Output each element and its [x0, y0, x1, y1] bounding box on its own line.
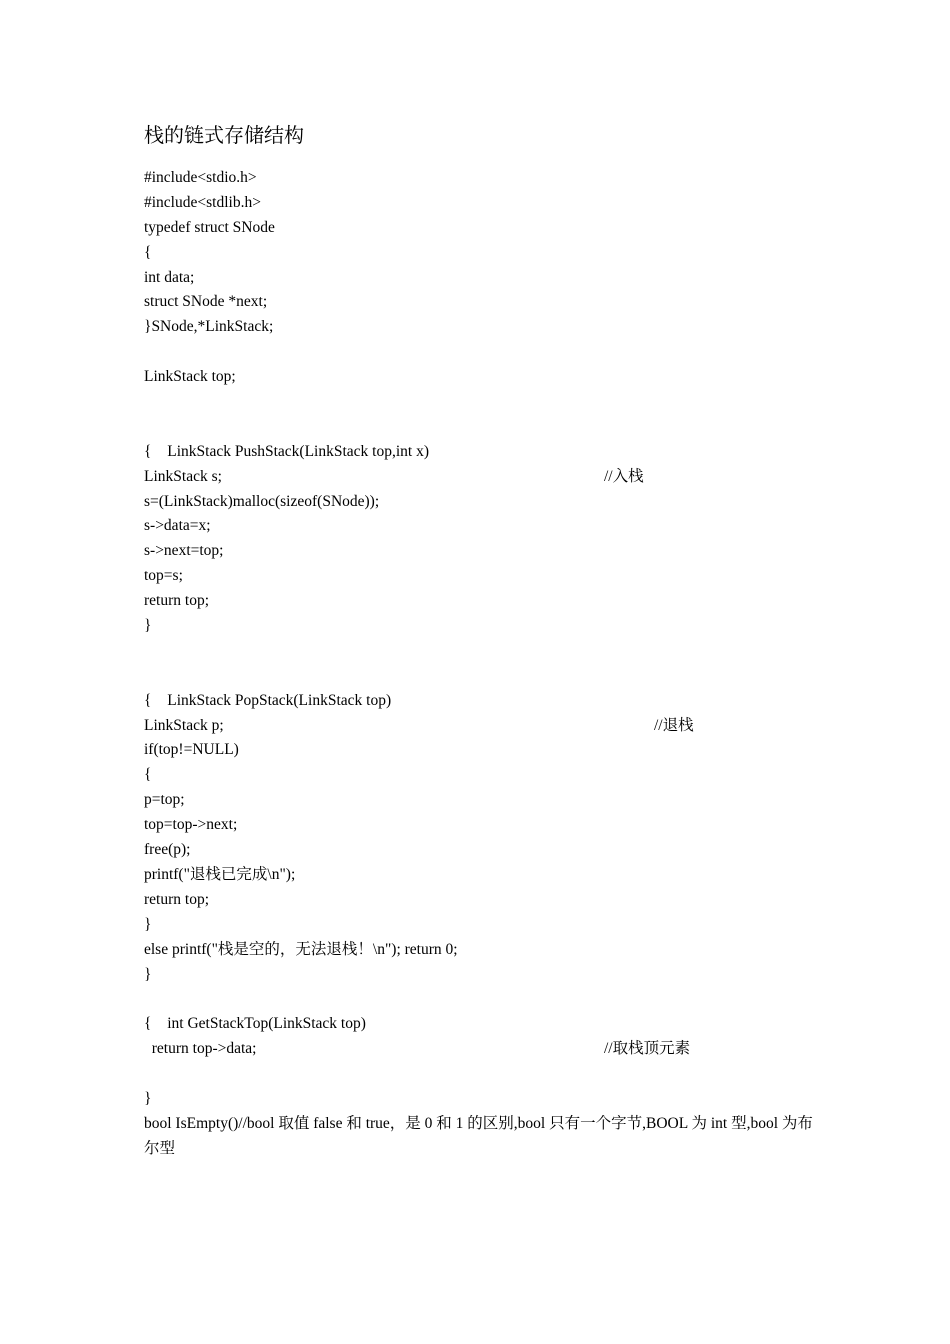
code-line: s=(LinkStack)malloc(sizeof(SNode));: [144, 492, 380, 510]
code-comment-push: //入栈: [604, 467, 644, 485]
code-text: LinkStack PopStack(LinkStack top): [167, 691, 392, 709]
code-line: [144, 390, 824, 415]
code-line: {: [144, 766, 152, 784]
code-line: int data;: [144, 268, 195, 286]
document-title: 栈的链式存储结构: [144, 123, 304, 147]
code-line: s->next=top;: [144, 542, 224, 560]
code-line: {: [144, 243, 152, 261]
code-line: }: [144, 965, 152, 983]
code-line: {: [144, 691, 152, 709]
code-line: [144, 340, 824, 365]
code-line: return top->data;: [144, 1040, 257, 1058]
code-line: if(top!=NULL): [144, 741, 239, 759]
code-line: }: [144, 1089, 152, 1107]
code-line: #include<stdio.h>: [144, 169, 257, 186]
code-comment-pop: //退栈: [654, 716, 694, 734]
code-line: top=top->next;: [144, 816, 238, 834]
code-line: s->data=x;: [144, 517, 211, 535]
code-line: {: [144, 442, 152, 460]
code-line: typedef struct SNode: [144, 218, 275, 236]
code-line: return top;: [144, 890, 209, 908]
code-line: return top;: [144, 592, 209, 610]
code-line: free(p);: [144, 841, 191, 859]
code-line: }: [144, 617, 152, 635]
code-line: [144, 1062, 824, 1087]
code-line-isempty: bool IsEmpty()//bool 取值 false 和 true，是 0 和 1 的区别,bool 只有一个字节,BOOL 为 int 型,bool 为布尔型: [144, 1114, 813, 1157]
code-text: int GetStackTop(LinkStack top): [167, 1015, 366, 1033]
code-line: LinkStack p;: [144, 716, 224, 734]
code-line: [144, 639, 824, 664]
code-line: p=top;: [144, 791, 185, 809]
code-line-pop-signature: [144, 664, 824, 734]
code-line: {: [144, 1015, 152, 1033]
code-line: top=s;: [144, 567, 183, 585]
code-line: printf("退栈已完成\n");: [144, 865, 296, 883]
code-line: LinkStack top;: [144, 368, 236, 386]
code-line: }SNode,*LinkStack;: [144, 318, 274, 336]
code-text: LinkStack PushStack(LinkStack top,int x): [167, 442, 430, 460]
code-line: struct SNode *next;: [144, 293, 268, 311]
code-line: else printf("栈是空的，无法退栈！\n"); return 0;: [144, 940, 458, 958]
code-line: #include<stdlib.h>: [144, 193, 261, 211]
code-block: [144, 166, 824, 1162]
code-line: }: [144, 915, 152, 933]
code-comment-gettop: //取栈顶元素: [604, 1040, 691, 1058]
code-line: LinkStack s;: [144, 467, 222, 485]
